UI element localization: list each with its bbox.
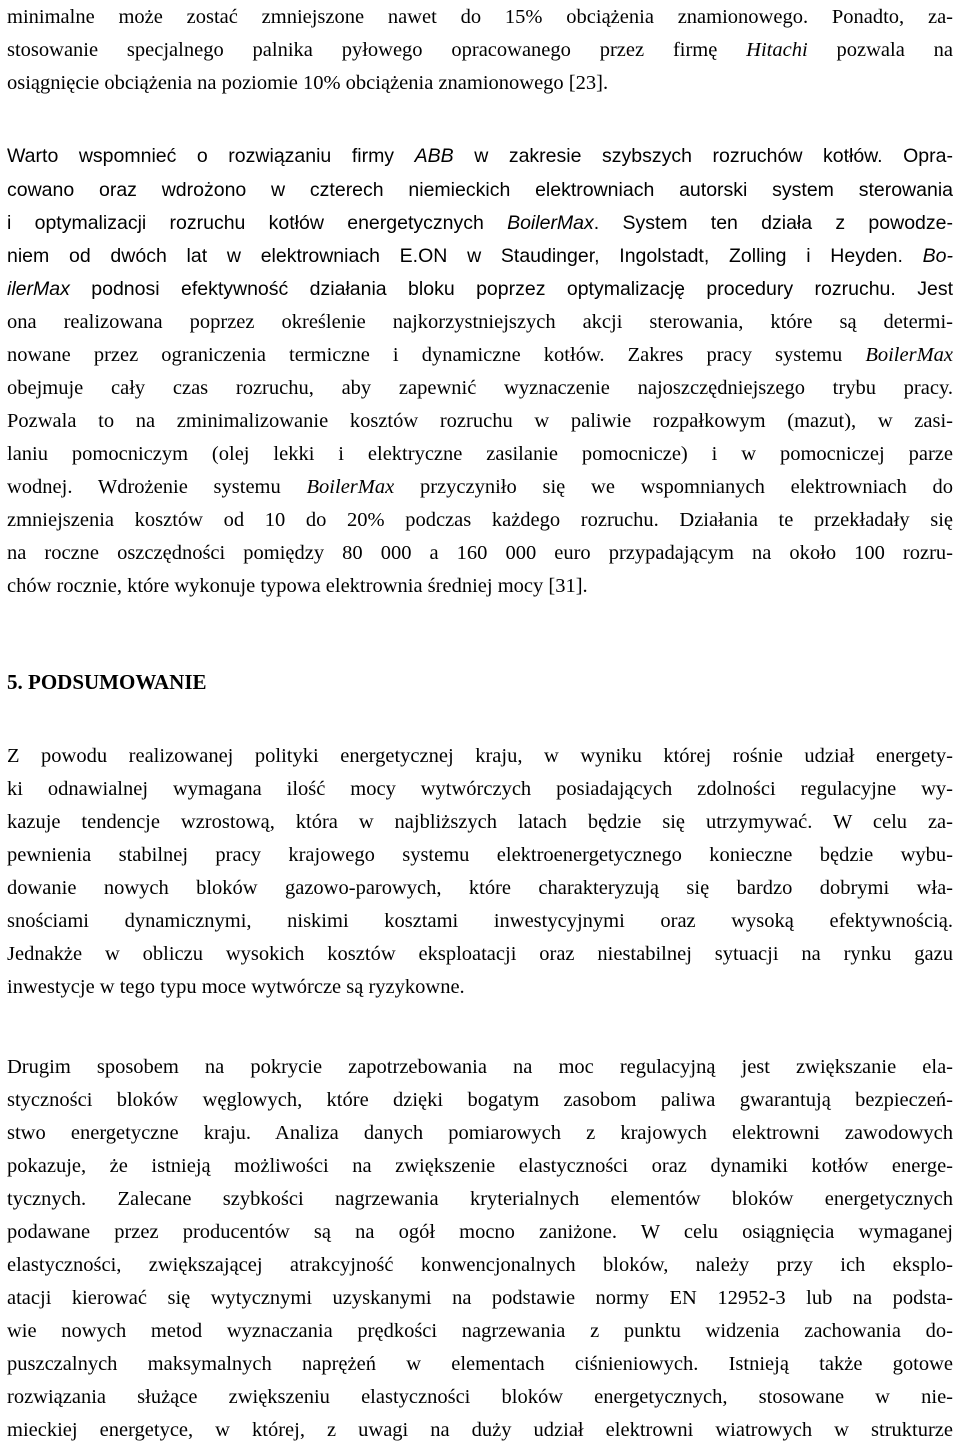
text-line: ki odnawialnej wymagana ilość mocy wytwórczych posiadających zdolności regulacyjne wy-: [7, 778, 953, 800]
text-line: na roczne oszczędności pomiędzy 80 000 a 160 000 euro przypadającym na około 100 rozru-: [7, 542, 953, 564]
text-line: cowano oraz wdrożono w czterech niemieckich elektrowniach autorski system sterowania: [7, 179, 953, 201]
text-line: wodnej. Wdrożenie systemu BoilerMax przyczyniło się we wspomnianych elektrowniach do: [7, 476, 953, 498]
section-heading: 5. PODSUMOWANIE: [7, 670, 207, 694]
text-line: Warto wspomnieć o rozwiązaniu firmy ABB w zakresie szybszych rozruchów kotłów. Opra-: [7, 145, 953, 167]
text-line: minimalne może zostać zmniejszone nawet do 15% obciążenia znamionowego. Ponadto, za-: [7, 6, 953, 28]
text-line: kazuje tendencje wzrostową, która w najbliższych latach będzie się utrzymywać. W celu za-: [7, 811, 953, 833]
text-line: rozwiązania służące zwiększeniu elastyczności bloków energetycznych, stosowane w nie-: [7, 1386, 953, 1408]
text-line: atacji kierować się wytycznymi uzyskanymi na podstawie normy EN 12952-3 lub na podsta-: [7, 1287, 953, 1309]
text-line: elastyczności, zwiększającej atrakcyjność konwencjonalnych bloków, należy przy ich eksplo-: [7, 1254, 953, 1276]
text-line: osiągnięcie obciążenia na poziomie 10% obciążenia znamionowego [23].: [7, 72, 609, 94]
text-line: nowane przez ograniczenia termiczne i dynamiczne kotłów. Zakres pracy systemu BoilerMax: [7, 344, 953, 366]
text-line: stosowanie specjalnego palnika pyłowego opracowanego przez firmę Hitachi pozwala na: [7, 39, 953, 61]
text-line: styczności bloków węglowych, które dzięki bogatym zasobom paliwa gwarantują bezpieczeń-: [7, 1089, 953, 1111]
text-line: ilerMax podnosi efektywność działania bloku poprzez optymalizację procedury rozruchu. Jest: [7, 278, 953, 300]
text-line: inwestycje w tego typu moce wytwórcze są ryzykowne.: [7, 976, 465, 998]
text-line: tycznych. Zalecane szybkości nagrzewania kryterialnych elementów bloków energetycznych: [7, 1188, 953, 1210]
text-line: chów rocznie, które wykonuje typowa elektrownia średniej mocy [31].: [7, 575, 588, 597]
text-line: mieckiej energetyce, w której, z uwagi na duży udział elektrowni wiatrowych w strukturze: [7, 1419, 953, 1441]
text-line: i optymalizacji rozruchu kotłów energetycznych BoilerMax. System ten działa z powodze-: [7, 212, 953, 234]
text-line: zmniejszenia kosztów od 10 do 20% podczas każdego rozruchu. Działania te przekładały się: [7, 509, 953, 531]
text-line: wie nowych metod wyznaczania prędkości nagrzewania z punktu widzenia zachowania do-: [7, 1320, 953, 1342]
text-line: Z powodu realizowanej polityki energetycznej kraju, w wyniku której rośnie udział energety-: [7, 745, 953, 767]
text-line: niem od dwóch lat w elektrowniach E.ON w Staudinger, Ingolstadt, Zolling i Heyden. Bo-: [7, 245, 953, 267]
text-line: ona realizowana poprzez określenie najkorzystniejszych akcji sterowania, które są determi-: [7, 311, 953, 333]
text-line: Drugim sposobem na pokrycie zapotrzebowania na moc regulacyjną jest zwiększanie ela-: [7, 1056, 953, 1078]
text-line: pewnienia stabilnej pracy krajowego systemu elektroenergetycznego konieczne będzie wybu-: [7, 844, 953, 866]
text-line: laniu pomocniczym (olej lekki i elektryczne zasilanie pomocnicze) i w pomocniczej parze: [7, 443, 953, 465]
text-line: pokazuje, że istnieją możliwości na zwiększenie elastyczności oraz dynamiki kotłów energe-: [7, 1155, 953, 1177]
text-line: snościami dynamicznymi, niskimi kosztami inwestycyjnymi oraz wysoką efektywnością.: [7, 910, 953, 932]
text-line: dowanie nowych bloków gazowo-parowych, które charakteryzują się bardzo dobrymi wła-: [7, 877, 953, 899]
text-line: puszczalnych maksymalnych naprężeń w elementach ciśnieniowych. Istnieją także gotowe: [7, 1353, 953, 1375]
text-line: stwo energetyczne kraju. Analiza danych pomiarowych z krajowych elektrowni zawodowych: [7, 1122, 953, 1144]
text-line: Jednakże w obliczu wysokich kosztów eksploatacji oraz niestabilnej sytuacji na rynku gazu: [7, 943, 953, 965]
text-line: podawane przez producentów są na ogół mocno zaniżone. W celu osiągnięcia wymaganej: [7, 1221, 953, 1243]
text-line: obejmuje cały czas rozruchu, aby zapewnić wyznaczenie najoszczędniejszego trybu pracy.: [7, 377, 953, 399]
text-line: Pozwala to na zminimalizowanie kosztów rozruchu w paliwie rozpałkowym (mazut), w zasi-: [7, 410, 953, 432]
